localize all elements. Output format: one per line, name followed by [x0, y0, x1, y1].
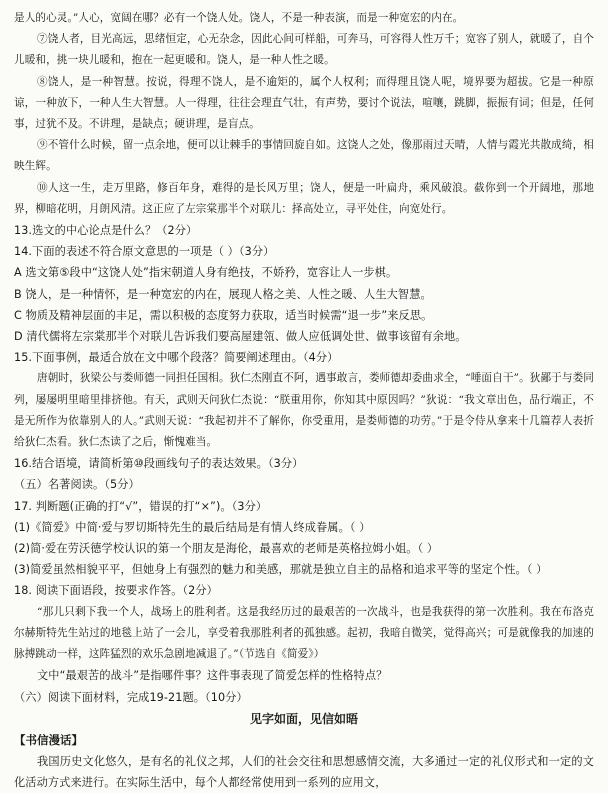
question-17-item-3: (3)简爱虽然相貌平平，但她身上有强烈的魅力和美感，那就是独立自主的品格和追求平等的坚定个性。（ ）	[14, 563, 548, 577]
reading-section-label: 【书信漫话】	[14, 732, 83, 747]
question-18: 18. 阅读下面语段，按要求作答。（2分）	[14, 584, 218, 598]
question-15: 15.下面事例，最适合放在文中哪个段落？简要阐述理由。（4分）	[14, 351, 339, 365]
passage-paragraph-10: ⑩人这一生，走万里路，修百年身，难得的是长风万里；饶人，便是一叶扁舟，乘风破浪。截你到一个开阔地，那地界，柳暗花明，月朗风清。这正应了左宗棠那半个对联儿：择高处立，寻平处住，向宽处行。	[14, 181, 594, 215]
question-14-option-d: D 清代儒将左宗棠那半个对联儿告诉我们要高屋建瓴、做人应低调处世、做事该留有余地。	[14, 330, 467, 344]
passage-paragraph-7: ⑦饶人者，目光高远，思绪恒定，心无杂念，因此心间可样船，可奔马，可容得人性万千；宽容了别人，就暖了，自个儿暖和，挑一块儿暖和，抱在一起更暖和。饶人，是一种人性之暖。	[14, 33, 594, 67]
question-14-option-a: A 选文第⑤段中“这饶人处”指宋朝道人身有绝技，不娇矜，宽容让人一步棋。	[14, 266, 398, 280]
section-5-heading: （五）名著阅读。（5分）	[14, 478, 140, 492]
question-17-item-2: (2)简·爱在劳沃德学校认识的第一个朋友是海伦，最喜欢的老师是英格拉姆小姐。（ ）	[14, 542, 439, 556]
section-6-heading: （六）阅读下面材料，完成19-21题。（10分）	[14, 690, 248, 704]
question-18-quote: “那儿只剩下我一个人，战场上的胜利者。这是我经历过的最艰苦的一次战斗，也是我获得的第一次胜利。我在布洛克尔赫斯特先生站过的地毯上站了一会儿，享受着我那胜利者的孤独感。起初，我暗自微笑，觉得高兴；可是就像我的加速的脉搏跳动一样，这阵猛烈的欢乐急剧地减退了。”（节选自《简爱》）	[14, 605, 594, 661]
reading-paragraph: 我国历史文化悠久，是有名的礼仪之邦，人们的社会交往和思想感情交流，大多通过一定的礼仪形式和一定的文化活动方式来进行。在实际生活中，每个人都经常使用到一系列的应用文，	[14, 754, 594, 789]
question-16: 16.结合语境，请简析第⑩段画线句子的表达效果。（3分）	[14, 457, 304, 471]
question-17: 17. 判断题(正确的打“√”，错误的打“×”)。（3分）	[14, 499, 268, 513]
passage-paragraph-8: ⑧饶人，是一种智慧。按说，得理不饶人，是不逾矩的，属个人权利；而得理且饶人呢，境界要为超拔。它是一种原谅，一种放下，一种人生大智慧。人一得理，往往会理直气壮，有声势，要讨个说法，喧嚷，跳脚，振振有词；但是，任何事，过犹不及。不讲理，是缺点；硬讲理，是盲点。	[14, 75, 594, 131]
question-13: 13.选文的中心论点是什么？（2分）	[14, 224, 198, 238]
question-14-option-c: C 物质及精神层面的丰足，需以积极的态度努力获取，适当时候需“退一步”来反思。	[14, 308, 433, 322]
passage-paragraph-9: ⑨不管什么时候，留一点余地，便可以让棘手的事情回旋自如。这饶人之处，像那雨过天晴，人情与霞光共散成绮，相映生辉。	[14, 139, 594, 173]
passage-paragraph-top: 是人的心灵。”人心，宽阔在哪？必有一个饶人处。饶人，不是一种表演，而是一种宽宏的内在。	[14, 12, 464, 24]
reading-title: 见字如面，见信如晤	[249, 711, 358, 726]
question-14: 14.下面的表述不符合原文意思的一项是（ ）（3分）	[14, 245, 275, 259]
question-17-item-1: (1)《简爱》中简·爱与罗切斯特先生的最后结局是有情人终成眷属。（ ）	[14, 520, 371, 534]
question-18-ask: 文中“最艰苦的战斗”是指哪件事？这件事表现了简爱怎样的性格特点？	[37, 669, 388, 683]
question-14-option-b: B 饶人，是一种情怀，是一种宽宏的内在，展现人格之美、人性之暖、人生大智慧。	[14, 287, 432, 301]
question-15-story: 唐朝时，狄梁公与娄师德一同担任国相。狄仁杰刚直不阿，遇事敢言，娄师德却委曲求全，“唾面自干”。狄鄙于与娄同列，屡屡明里暗里排挤他。有天，武则天问狄仁杰说：“朕重用你，你知其中原因吗？”狄说：“我文章出色，品行端正，不是无所作为依靠别人的人。”武则天说：“我起初并不了解你，你受重用，是娄师德的功劳。”于是令侍从拿来十几篇荐人表折给狄仁杰看。狄仁杰读了之后，惭愧难当。	[14, 372, 594, 449]
